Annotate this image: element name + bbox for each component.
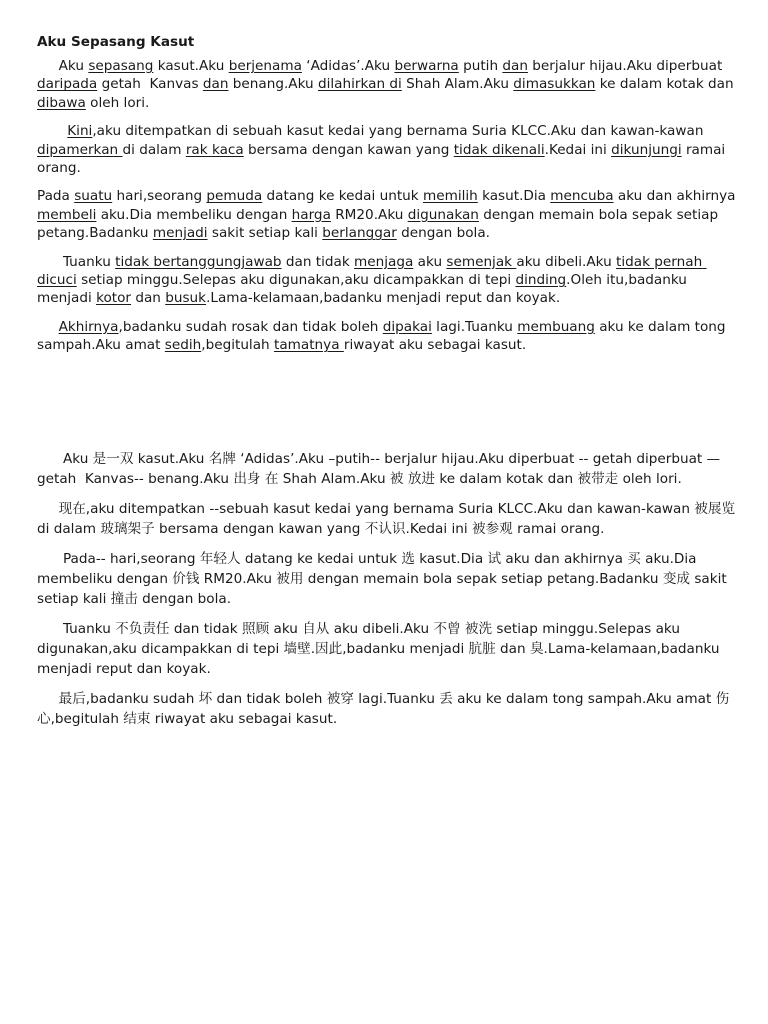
text-run <box>37 123 67 139</box>
text-run: dan tidak <box>281 253 355 270</box>
underlined-word: tidak dikenali <box>453 141 545 158</box>
text-run: RM20.Aku <box>330 206 408 223</box>
underlined-word: tamatnya <box>273 337 344 354</box>
malay-paragraph <box>37 253 737 308</box>
text-run: .Lama-kelamaan,badanku menjadi reput dan koyak. <box>206 290 561 307</box>
underlined-word: membuang <box>517 318 595 335</box>
text-run: hari,seorang <box>112 188 207 205</box>
underlined-word: dipamerkan <box>37 141 123 158</box>
text-run: bersama dengan kawan yang <box>243 141 454 158</box>
underlined-word: dinding <box>515 272 567 289</box>
text-run <box>37 319 59 335</box>
translated-essay <box>37 449 740 729</box>
text-run: Aku <box>37 58 89 74</box>
underlined-word: menjadi <box>152 225 208 242</box>
text-run: Pada <box>37 188 75 205</box>
translated-paragraph: 最后,badanku sudah 坏 dan tidak boleh 被穿 lagi.Tuanku 丢 aku ke dalam tong sampah.Aku amat 伤心,begitulah 结束 riwayat aku sebagai kasut. <box>37 690 730 727</box>
underlined-word: kotor <box>96 290 132 307</box>
underlined-word: Akhirnya <box>58 318 119 335</box>
underlined-word: tidak bertanggungjawab <box>115 253 282 270</box>
document-page <box>37 33 740 739</box>
underlined-word: memilih <box>422 188 478 205</box>
underlined-word: berlanggar <box>322 225 397 242</box>
text-run: aku <box>413 253 447 270</box>
text-run: di dalam <box>122 141 186 158</box>
text-run: Tuanku <box>37 253 116 270</box>
underlined-word: berwarna <box>394 58 459 74</box>
text-run: sakit setiap kali <box>207 225 323 242</box>
underlined-word: suatu <box>74 188 113 205</box>
underlined-word: dipakai <box>382 318 432 335</box>
text-run: putih <box>458 58 503 74</box>
text-run: ,badanku sudah rosak dan tidak boleh <box>118 318 383 335</box>
underlined-word: dan <box>502 58 528 74</box>
text-run: riwayat aku sebagai kasut. <box>343 337 527 354</box>
text-run: .Kedai ini <box>544 141 612 158</box>
malay-essay <box>37 57 740 355</box>
text-run: datang ke kedai untuk <box>262 188 423 205</box>
text-run: getah Kanvas <box>97 76 203 93</box>
text-run: .Oleh itu,badanku menjadi <box>37 272 692 307</box>
underlined-word: sedih <box>164 337 202 354</box>
underlined-word: tidak pernah dicuci <box>37 253 707 289</box>
underlined-word: membeli <box>37 206 97 223</box>
text-run: ,begitulah <box>201 337 274 354</box>
translated-paragraph: Pada-- hari,seorang 年轻人 datang ke kedai untuk 选 kasut.Dia 试 aku dan akhirnya 买 aku.Dia membeliku dengan 价钱 RM20.Aku 被用 dengan memain bola sepak setiap petang.Badanku 变成 sakit setiap kali 撞击 dengan bola. <box>37 550 732 607</box>
underlined-word: menjaga <box>354 253 414 270</box>
underlined-word: daripada <box>37 76 98 93</box>
underlined-word: dikunjungi <box>611 141 682 158</box>
underlined-word: busuk <box>165 290 207 307</box>
text-run: lagi.Tuanku <box>431 318 518 335</box>
text-run: ,aku ditempatkan di sebuah kasut kedai yang bernama Suria KLCC.Aku dan kawan-kawan <box>92 123 708 140</box>
underlined-word: harga <box>291 206 331 223</box>
malay-paragraph <box>37 318 737 355</box>
text-run: aku dibeli.Aku <box>516 253 617 270</box>
translated-paragraph: 现在,aku ditempatkan --sebuah kasut kedai yang bernama Suria KLCC.Aku dan kawan-kawan 被展览 di dalam 玻璃架子 bersama dengan kawan yang 不认识.Kedai ini 被参观 ramai orang. <box>37 500 740 537</box>
text-run: ramai orang. <box>37 141 730 177</box>
underlined-word: dibawa <box>37 94 86 111</box>
text-run: aku ke dalam tong sampah.Aku amat <box>37 318 730 354</box>
text-run: kasut.Aku <box>153 58 229 74</box>
text-run: setiap minggu.Selepas aku digunakan,aku dicampakkan di tepi <box>76 272 516 289</box>
underlined-word: mencuba <box>550 188 614 205</box>
document-title: Aku Sepasang Kasut <box>37 34 195 50</box>
underlined-word: dan <box>202 76 229 93</box>
text-run: aku.Dia membeliku dengan <box>96 206 292 223</box>
text-run: dengan memain bola sepak setiap petang.Badanku <box>37 206 723 242</box>
text-run: dan <box>131 290 166 307</box>
malay-paragraph <box>37 122 737 177</box>
underlined-word: rak kaca <box>185 141 244 158</box>
malay-paragraph <box>37 57 737 112</box>
text-run: ‘Adidas’.Aku <box>301 58 395 74</box>
underlined-word: digunakan <box>407 206 479 223</box>
underlined-word: sepasang <box>88 58 154 74</box>
underlined-word: semenjak <box>446 253 517 270</box>
underlined-word: Kini <box>67 123 93 140</box>
text-run: aku dan akhirnya <box>613 188 740 205</box>
underlined-word: pemuda <box>206 188 263 205</box>
text-run: benang.Aku <box>228 76 318 93</box>
text-run: berjalur hijau.Aku diperbuat <box>527 58 727 74</box>
text-run: kasut.Dia <box>477 188 551 205</box>
underlined-word: dilahirkan di <box>317 76 402 93</box>
underlined-word: dimasukkan <box>513 76 596 93</box>
text-run: Shah Alam.Aku <box>401 76 514 93</box>
underlined-word: berjenama <box>228 58 302 74</box>
text-run: oleh lori. <box>85 94 150 111</box>
translated-paragraph: Tuanku 不负责任 dan tidak 照顾 aku 自从 aku dibeli.Aku 不曾 被洗 setiap minggu.Selepas aku digunakan,aku dicampakkan di tepi 墙壁.因此,badanku menjadi 肮脏 dan 臭.Lama-kelamaan,badanku menjadi reput dan koyak. <box>37 620 724 677</box>
text-run: ke dalam kotak dan <box>595 76 738 93</box>
malay-paragraph <box>37 187 740 242</box>
text-run: dengan bola. <box>396 225 490 242</box>
translated-paragraph: Aku 是一双 kasut.Aku 名牌 ‘Adidas’.Aku –putih-- berjalur hijau.Aku diperbuat -- getah diperbuat —getah Kanvas-- benang.Aku 出身 在 Shah Alam.Aku 被 放进 ke dalam kotak dan 被带走 oleh lori. <box>37 450 721 487</box>
section-gap <box>37 365 737 449</box>
